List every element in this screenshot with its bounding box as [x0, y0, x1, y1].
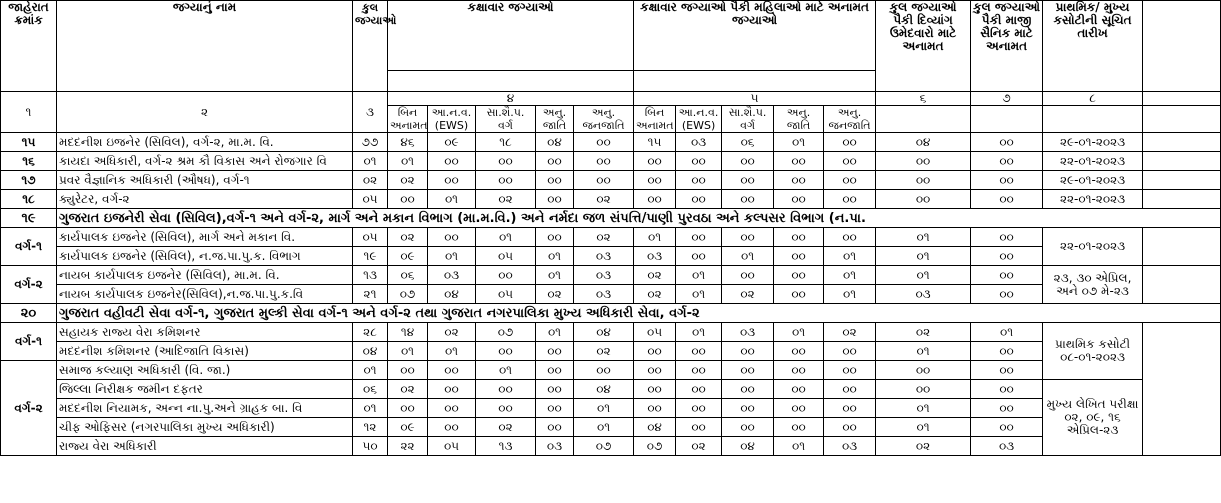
women-count: ૦૦	[774, 190, 824, 209]
header-ex-servicemen: કુલ જગ્યાઓ પૈકી માજી સૈનિક માટે અનામત	[971, 1, 1043, 92]
divyang-count: ૦૩	[876, 285, 971, 304]
women-count: ૦૦	[824, 228, 876, 247]
women-count: ૦૪	[634, 418, 676, 437]
women-count: ૦૦	[722, 361, 774, 380]
category-count: ૦૦	[476, 380, 536, 399]
category-count: ૦૦	[428, 380, 476, 399]
exam-date: પ્રાથમિક કસોટી ૦૮-૦૧-૨૦૨૩	[1043, 323, 1143, 380]
category-count: ૦૪	[574, 380, 634, 399]
total-posts: ૦૪	[353, 342, 388, 361]
category-count: ૦૧	[388, 342, 428, 361]
total-posts: ૦૧	[353, 361, 388, 380]
class-label: વર્ગ-૨	[1, 361, 57, 456]
category-count: ૦૧	[428, 342, 476, 361]
women-count: ૦૦	[824, 342, 876, 361]
category-count: ૦૪	[428, 285, 476, 304]
sub2-general: બિન અનામત	[634, 106, 676, 133]
women-count: ૦૩	[722, 323, 774, 342]
colnum: ૬	[876, 92, 971, 106]
table-row	[1, 437, 1221, 456]
women-count: ૦૦	[676, 228, 722, 247]
category-count: ૦૦	[536, 418, 574, 437]
women-count: ૦૦	[722, 399, 774, 418]
category-count: ૦૧	[476, 361, 536, 380]
table-row	[1, 247, 1221, 266]
ex-servicemen-count: ૦૦	[971, 171, 1043, 190]
extra-cell	[1143, 266, 1221, 304]
category-count: ૦૦	[536, 190, 574, 209]
category-count: ૦૨	[388, 171, 428, 190]
ex-servicemen-count: ૦૦	[971, 342, 1043, 361]
ex-servicemen-count: ૦૧	[971, 323, 1043, 342]
colnum: ૭	[971, 92, 1043, 106]
header-spacer	[388, 71, 634, 92]
extra-cell	[1143, 190, 1221, 209]
sub-empty	[971, 106, 1043, 133]
category-count: ૦૩	[428, 266, 476, 285]
women-count: ૦૦	[676, 380, 722, 399]
category-count: ૦૩	[574, 247, 634, 266]
women-count: ૦૧	[824, 266, 876, 285]
women-count: ૦૦	[774, 380, 824, 399]
ex-servicemen-count: ૦૦	[971, 361, 1043, 380]
category-count: ૦૦	[536, 342, 574, 361]
women-count: ૦૪	[722, 437, 774, 456]
women-count: ૦૦	[774, 247, 824, 266]
divyang-count: ૦૦	[876, 190, 971, 209]
post-name: રાજ્ય વેરા અધિકારી	[57, 437, 353, 456]
women-count: ૦૧	[774, 437, 824, 456]
women-count: ૦૬	[722, 133, 774, 152]
colnum: ૪	[388, 92, 634, 106]
category-count: ૦૦	[428, 361, 476, 380]
post-name: ક્યુરેટર, વર્ગ-૨	[57, 190, 353, 209]
women-count: ૦૦	[774, 152, 824, 171]
advt-no: ૧૬	[1, 152, 57, 171]
ex-servicemen-count: ૦૦	[971, 380, 1043, 399]
exam-date: ૨૯-૦૧-૨૦૨૩	[1043, 171, 1143, 190]
category-count: ૦૦	[428, 399, 476, 418]
category-count: ૦૦	[574, 152, 634, 171]
colnum-extra	[1143, 92, 1221, 106]
divyang-count: ૦૦	[876, 152, 971, 171]
category-count: ૦૧	[574, 418, 634, 437]
women-count: ૦૦	[676, 399, 722, 418]
header-category-posts: કક્ષાવાર જગ્યાઓ	[388, 1, 634, 71]
header-extra	[1143, 1, 1221, 92]
women-count: ૦૦	[774, 266, 824, 285]
women-count: ૦૩	[634, 247, 676, 266]
women-count: ૦૧	[824, 247, 876, 266]
women-count: ૦૧	[676, 266, 722, 285]
table-row	[1, 399, 1221, 418]
table-row	[1, 418, 1221, 437]
table-row	[1, 323, 1221, 342]
women-count: ૦૭	[634, 437, 676, 456]
sub-sc: અનુ. જાતિ	[536, 106, 574, 133]
category-count: ૦૫	[476, 247, 536, 266]
women-count: ૦૦	[722, 228, 774, 247]
column-number-row	[1, 92, 1221, 106]
category-count: ૧૩	[476, 437, 536, 456]
ex-servicemen-count: ૦૦	[971, 418, 1043, 437]
category-count: ૦૦	[476, 171, 536, 190]
advt-no: ૧૮	[1, 190, 57, 209]
total-posts: ૨૮	[353, 323, 388, 342]
women-count: ૦૩	[824, 437, 876, 456]
category-count: ૦૫	[428, 437, 476, 456]
women-count: ૦૦	[824, 418, 876, 437]
divyang-count: ૦૦	[876, 361, 971, 380]
women-count: ૦૦	[774, 342, 824, 361]
ex-servicemen-count: ૦૦	[971, 285, 1043, 304]
ex-servicemen-count: ૦૦	[971, 190, 1043, 209]
total-posts: ૦૨	[353, 171, 388, 190]
total-posts: ૧૨	[353, 418, 388, 437]
exam-date: મુખ્ય લેખિત પરીક્ષા ૦૨, ૦૯, ૧૬ એપ્રિલ-૨૩	[1043, 380, 1143, 456]
colnum: ૧	[1, 92, 57, 133]
sub-st: અનુ. જનજાતિ	[574, 106, 634, 133]
category-count: ૦૨	[476, 418, 536, 437]
table-row	[1, 342, 1221, 361]
total-posts: ૦૬	[353, 380, 388, 399]
category-count: ૦૨	[574, 228, 634, 247]
women-count: ૧૫	[634, 133, 676, 152]
women-count: ૦૧	[676, 285, 722, 304]
category-count: ૦૨	[388, 380, 428, 399]
post-name: નાયબ કાર્યપાલક ઇજનેર (સિવિલ), મા.મ. વિ.	[57, 266, 353, 285]
category-count: ૦૦	[574, 171, 634, 190]
exam-date: ૨૩, ૩૦ એપ્રિલ, અને ૦૭ મે-૨૩	[1043, 266, 1143, 304]
women-count: ૦૦	[774, 228, 824, 247]
header-post-name: જગ્યાનું નામ	[57, 1, 353, 92]
category-count: ૦૫	[476, 285, 536, 304]
women-count: ૦૦	[676, 190, 722, 209]
post-name: સમાજ કલ્યાણ અધિકારી (વિ. જા.)	[57, 361, 353, 380]
exam-date: ૨૨-૦૧-૨૦૨૩	[1043, 228, 1143, 266]
table-row	[1, 266, 1221, 285]
header-women-reserved: કક્ષાવાર જગ્યાઓ પૈકી મહિલાઓ માટે અનામત જગ્યાઓ	[634, 1, 876, 71]
women-count: ૦૦	[722, 171, 774, 190]
post-name: મદદનીશ કમિશનર (આદિજાતિ વિકાસ)	[57, 342, 353, 361]
category-count: ૦૯	[388, 418, 428, 437]
category-count: ૦૩	[536, 437, 574, 456]
category-count: ૦૧	[536, 247, 574, 266]
header-exam-date: પ્રાથમિક/ મુખ્ય કસોટીની સૂચિત તારીખ	[1043, 1, 1143, 92]
category-count: ૦૦	[388, 361, 428, 380]
women-count: ૦૨	[722, 285, 774, 304]
category-count: ૦૦	[536, 380, 574, 399]
divyang-count: ૦૨	[876, 323, 971, 342]
category-count: ૦૩	[574, 285, 634, 304]
header-advt-no: જાહેરાત ક્રમાંક	[1, 1, 57, 92]
category-count: ૦૦	[388, 190, 428, 209]
sub2-ews: આ.ન.વ. (EWS)	[676, 106, 722, 133]
ex-servicemen-count: ૦૦	[971, 133, 1043, 152]
women-count: ૦૦	[824, 380, 876, 399]
extra-cell	[1143, 228, 1221, 266]
category-count: ૦૧	[428, 247, 476, 266]
post-name: પ્રવર વૈજ્ઞાનિક અધિકારી (ઔષધ), વર્ગ-૧	[57, 171, 353, 190]
category-count: ૦૧	[574, 399, 634, 418]
women-count: ૦૧	[774, 323, 824, 342]
colnum: ૮	[1043, 92, 1143, 106]
advt-no: ૧૭	[1, 171, 57, 190]
divyang-count: ૦૦	[876, 171, 971, 190]
advt-no: ૧૫	[1, 133, 57, 152]
women-count: ૦૦	[634, 342, 676, 361]
sub-empty	[1143, 106, 1221, 133]
ex-servicemen-count: ૦૦	[971, 266, 1043, 285]
women-count: ૦૦	[774, 171, 824, 190]
category-count: ૦૦	[536, 152, 574, 171]
women-count: ૦૦	[676, 418, 722, 437]
category-count: ૦૪	[574, 323, 634, 342]
women-count: ૦૧	[824, 285, 876, 304]
table-row	[1, 152, 1221, 171]
category-count: ૦૬	[388, 266, 428, 285]
women-count: ૦૦	[634, 152, 676, 171]
women-count: ૦૦	[722, 152, 774, 171]
ex-servicemen-count: ૦૦	[971, 228, 1043, 247]
category-count: ૦૩	[574, 266, 634, 285]
women-count: ૦૦	[722, 190, 774, 209]
colnum: ૩	[353, 92, 388, 133]
colnum: ૫	[634, 92, 876, 106]
sub2-sebc: સા.શૈ.પ. વર્ગ	[722, 106, 774, 133]
total-posts: ૫૦	[353, 437, 388, 456]
category-count: ૦૦	[536, 399, 574, 418]
ex-servicemen-count: ૦૦	[971, 247, 1043, 266]
class-label: વર્ગ-૧	[1, 323, 57, 361]
category-count: ૦૦	[388, 399, 428, 418]
table-row	[1, 285, 1221, 304]
women-count: ૦૦	[824, 399, 876, 418]
ex-servicemen-count: ૦૩	[971, 437, 1043, 456]
exam-date: ૨૨-૦૧-૨૦૨૩	[1043, 190, 1143, 209]
post-name: કાયદા અધિકારી, વર્ગ-૨ શ્રમ કૌ વિકાસ અને રોજગાર વિ	[57, 152, 353, 171]
women-count: ૦૦	[824, 361, 876, 380]
women-count: ૦૦	[634, 190, 676, 209]
section-title: ગુજરાત ઇજનેરી સેવા (સિવિલ),વર્ગ-૧ અને વર્ગ-૨, માર્ગ અને મકાન વિભાગ (મા.મ.વિ.) અને નર્મદા જળ સંપત્તિ/પાણી પુરવઠા અને કલ્પસર વિભાગ (ન.પા.	[57, 209, 1221, 228]
women-count: ૦૧	[774, 133, 824, 152]
header-row	[1, 1, 1221, 71]
category-count: ૦૭	[388, 285, 428, 304]
table-row	[1, 171, 1221, 190]
divyang-count: ૦૪	[876, 133, 971, 152]
category-count: ૦૦	[536, 171, 574, 190]
category-count: ૦૦	[536, 361, 574, 380]
section-row	[1, 304, 1221, 323]
table-row	[1, 190, 1221, 209]
women-count: ૦૦	[676, 361, 722, 380]
category-count: ૦૭	[574, 437, 634, 456]
women-count: ૦૦	[774, 399, 824, 418]
divyang-count: ૦૧	[876, 247, 971, 266]
sub-ews: આ.ન.વ. (EWS)	[428, 106, 476, 133]
ex-servicemen-count: ૦૦	[971, 152, 1043, 171]
ex-servicemen-count: ૦૦	[971, 399, 1043, 418]
women-count: ૦૨	[634, 285, 676, 304]
post-name: જિલ્લા નિરીક્ષક જમીન દફતર	[57, 380, 353, 399]
women-count: ૦૦	[824, 133, 876, 152]
table-row	[1, 361, 1221, 380]
category-count: ૦૨	[536, 285, 574, 304]
category-count: ૦૦	[574, 133, 634, 152]
category-count: ૦૦	[428, 152, 476, 171]
total-posts: ૧૯	[353, 247, 388, 266]
divyang-count: ૦૧	[876, 266, 971, 285]
women-count: ૦૦	[774, 285, 824, 304]
women-count: ૦૨	[824, 323, 876, 342]
category-count: ૦૦	[536, 228, 574, 247]
category-count: ૦૧	[428, 190, 476, 209]
header-spacer	[634, 71, 876, 92]
women-count: ૦૦	[634, 361, 676, 380]
women-count: ૦૦	[676, 152, 722, 171]
header-total-posts: કુલ જગ્યાઓ	[353, 1, 388, 92]
post-name: મદદનીશ નિયામક, અન્ન ના.પુ.અને ગ્રાહક બા. વિ	[57, 399, 353, 418]
category-count: ૦૦	[476, 399, 536, 418]
total-posts: ૦૫	[353, 228, 388, 247]
women-count: ૦૦	[824, 171, 876, 190]
table-row	[1, 133, 1221, 152]
post-name: ચીફ ઓફિસર (નગરપાલિકા મુખ્ય અધિકારી)	[57, 418, 353, 437]
post-name: સહાયક રાજ્ય વેરા કમિશનર	[57, 323, 353, 342]
total-posts: ૧૩	[353, 266, 388, 285]
category-count: ૧૮	[476, 133, 536, 152]
category-count: ૦૭	[476, 323, 536, 342]
category-count: ૦૯	[388, 247, 428, 266]
women-count: ૦૦	[774, 418, 824, 437]
total-posts: ૨૧	[353, 285, 388, 304]
women-count: ૦૦	[634, 399, 676, 418]
women-count: ૦૧	[634, 228, 676, 247]
table-row	[1, 380, 1221, 399]
women-count: ૦૦	[824, 190, 876, 209]
class-label: વર્ગ-૧	[1, 228, 57, 266]
extra-cell	[1143, 323, 1221, 456]
category-count: ૦૨	[428, 323, 476, 342]
category-count: ૦૧	[388, 152, 428, 171]
divyang-count: ૦૦	[876, 380, 971, 399]
category-count: ૨૨	[388, 437, 428, 456]
women-count: ૦૦	[824, 152, 876, 171]
women-count: ૦૦	[676, 247, 722, 266]
class-label: વર્ગ-૨	[1, 266, 57, 304]
section-row	[1, 209, 1221, 228]
total-posts: ૭૭	[353, 133, 388, 152]
sub-empty	[1043, 106, 1143, 133]
table-row	[1, 228, 1221, 247]
category-count: ૦૨	[388, 228, 428, 247]
sub2-st: અનુ. જનજાતિ	[824, 106, 876, 133]
extra-cell	[1143, 171, 1221, 190]
category-count: ૦૧	[536, 323, 574, 342]
women-count: ૦૦	[722, 266, 774, 285]
post-name: મદદનીશ ઇજનેર (સિવિલ), વર્ગ-૨, મા.મ. વિ.	[57, 133, 353, 152]
category-count: ૪૬	[388, 133, 428, 152]
extra-cell	[1143, 133, 1221, 152]
sub-empty	[876, 106, 971, 133]
women-count: ૦૧	[676, 323, 722, 342]
section-no: ૧૯	[1, 209, 57, 228]
category-count: ૦૨	[476, 190, 536, 209]
category-count: ૦૨	[574, 190, 634, 209]
exam-date: ૨૯-૦૧-૨૦૨૩	[1043, 133, 1143, 152]
divyang-count: ૦૨	[876, 437, 971, 456]
sub-general: બિન અનામત	[388, 106, 428, 133]
post-name: કાર્યપાલક ઇજનેર (સિવિલ), માર્ગ અને મકાન વિ.	[57, 228, 353, 247]
divyang-count: ૦૧	[876, 418, 971, 437]
women-count: ૦૫	[634, 323, 676, 342]
total-posts: ૦૧	[353, 152, 388, 171]
section-title: ગુજરાત વહીવટી સેવા વર્ગ-૧, ગુજરાત મુલ્કી સેવા વર્ગ-૧ અને વર્ગ-૨ તથા ગુજરાત નગરપાલિકા મુખ્ય અધિકારી સેવા, વર્ગ-૨	[57, 304, 1221, 323]
women-count: ૦૦	[676, 342, 722, 361]
category-count: ૦૧	[536, 266, 574, 285]
women-count: ૦૨	[634, 266, 676, 285]
total-posts: ૦૧	[353, 399, 388, 418]
exam-date: ૨૨-૦૧-૨૦૨૩	[1043, 152, 1143, 171]
women-count: ૦૦	[774, 361, 824, 380]
sub2-sc: અનુ. જાતિ	[774, 106, 824, 133]
divyang-count: ૦૧	[876, 228, 971, 247]
women-count: ૦૦	[676, 171, 722, 190]
category-count: ૦૦	[428, 228, 476, 247]
category-count: ૦૦	[428, 171, 476, 190]
category-count: ૦૦	[428, 418, 476, 437]
divyang-count: ૦૧	[876, 342, 971, 361]
women-count: ૦૦	[634, 380, 676, 399]
category-count: ૦૦	[574, 361, 634, 380]
extra-cell	[1143, 152, 1221, 171]
post-name: નાયબ કાર્યપાલક ઇજનેર(સિવિલ),ન.જ.પા.પુ.ક.વિ	[57, 285, 353, 304]
sub-sebc: સા.શૈ.પ. વર્ગ	[476, 106, 536, 133]
category-count: ૦૨	[574, 342, 634, 361]
post-name: કાર્યપાલક ઇજનેર (સિવિલ), ન.જ.પા.પુ.ક. વિભાગ	[57, 247, 353, 266]
total-posts: ૦૫	[353, 190, 388, 209]
women-count: ૦૦	[722, 380, 774, 399]
section-no: ૨૦	[1, 304, 57, 323]
colnum: ૨	[57, 92, 353, 133]
women-count: ૦૦	[722, 418, 774, 437]
women-count: ૦૩	[676, 133, 722, 152]
category-count: ૦૦	[476, 266, 536, 285]
divyang-count: ૦૧	[876, 399, 971, 418]
women-count: ૦૨	[676, 437, 722, 456]
women-count: ૦૦	[634, 171, 676, 190]
women-count: ૦૧	[722, 247, 774, 266]
women-count: ૦૦	[722, 342, 774, 361]
category-count: ૦૦	[476, 152, 536, 171]
category-count: ૦૧	[476, 228, 536, 247]
category-count: ૦૪	[536, 133, 574, 152]
category-count: ૧૪	[388, 323, 428, 342]
header-divyang: કુલ જગ્યાઓ પૈકી દિવ્યાંગ ઉમેદવારો માટે અનામત	[876, 1, 971, 92]
category-count: ૦૦	[476, 342, 536, 361]
category-count: ૦૯	[428, 133, 476, 152]
